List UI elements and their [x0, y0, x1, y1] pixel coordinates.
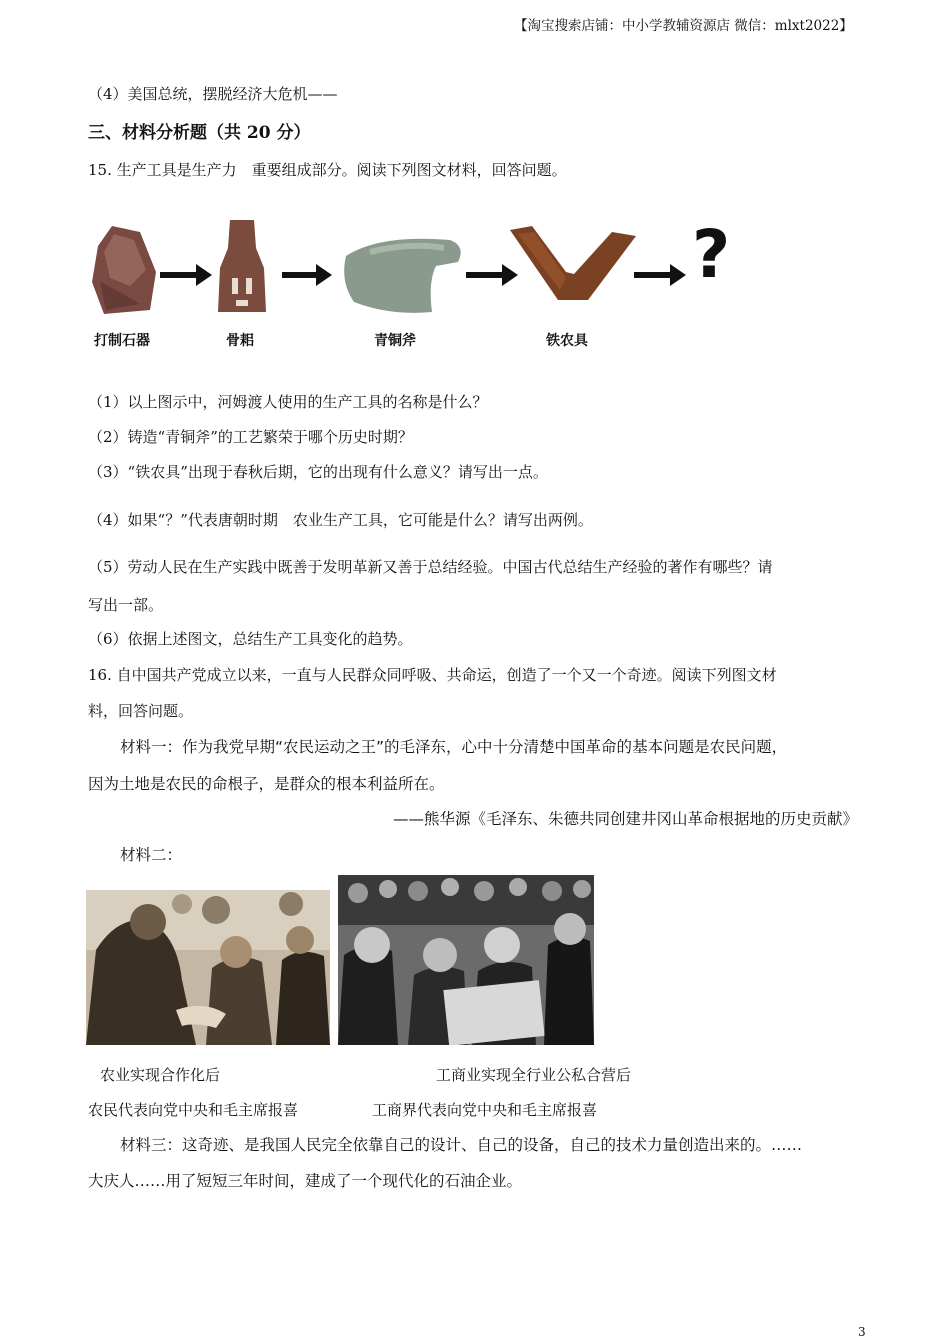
material-1-line-1: 材料一：作为我党早期“农民运动之王”的毛泽东，心中十分清楚中国革命的基本问题是农民问题，	[120, 738, 788, 756]
iron-tool-image	[508, 226, 638, 306]
caption-1-line-1: 农业实现合作化后	[100, 1066, 221, 1084]
tool-label-iron: 铁农具	[546, 333, 588, 349]
arrow-1-icon	[160, 264, 212, 286]
stone-tool-image	[90, 222, 158, 314]
material-1-line-2: 因为土地是农民的命根子，是群众的根本利益所在。	[88, 775, 445, 793]
material-2-title: 材料二：	[120, 846, 183, 864]
tool-label-bone: 骨耜	[226, 333, 254, 349]
q16-stem-line-2: 料，回答问题。	[88, 702, 194, 720]
q15-sub-4: （4）如果“？”代表唐朝时期 农业生产工具，它可能是什么？请写出两例。	[88, 511, 593, 529]
q15-sub-6: （6）依据上述图文，总结生产工具变化的趋势。	[88, 630, 413, 648]
photo-industry-commerce	[338, 875, 594, 1045]
question-mark: ?	[692, 216, 731, 293]
photo-agriculture-cooperation	[86, 890, 330, 1045]
caption-1-line-2: 农民代表向党中央和毛主席报喜	[88, 1101, 299, 1119]
q15-sub-3: （3）“铁农具”出现于春秋后期，它的出现有什么意义？请写出一点。	[88, 463, 548, 481]
caption-2-line-1: 工商业实现全行业公私合营后	[436, 1066, 632, 1084]
bone-tool-image	[216, 218, 268, 314]
q16-stem-line-1: 16. 自中国共产党成立以来，一直与人民群众同呼吸、共命运，创造了一个又一个奇迹。阅读下列图文材	[88, 666, 777, 684]
q15-stem: 15. 生产工具是生产力 重要组成部分。阅读下列图文材料，回答问题。	[88, 161, 567, 179]
page-number: 3	[858, 1325, 866, 1339]
q15-sub-5-line-1: （5）劳动人民在生产实践中既善于发明革新又善于总结经验。中国古代总结生产经验的著作有哪些？请	[88, 558, 773, 576]
tool-label-stone: 打制石器	[94, 333, 150, 349]
material-3-line-2: 大庆人……用了短短三年时间，建成了一个现代化的石油企业。	[88, 1172, 523, 1190]
material-3-line-1: 材料三：这奇迹、是我国人民完全依靠自己的设计、自己的设备，自己的技术力量创造出来的。……	[120, 1136, 803, 1154]
arrow-4-icon	[634, 264, 686, 286]
tool-label-bronze: 青铜斧	[374, 333, 416, 349]
page-header: 【淘宝搜索店铺：中小学教辅资源店 微信：mlxt2022】	[514, 18, 853, 34]
bronze-axe-image	[340, 232, 466, 316]
material-1-source: ——熊华源《毛泽东、朱德共同创建井冈山革命根据地的历史贡献》	[392, 810, 858, 828]
section-3-title: 三、材料分析题（共 20 分）	[88, 123, 311, 143]
q15-sub-2: （2）铸造“青铜斧”的工艺繁荣于哪个历史时期？	[88, 428, 413, 446]
q15-sub-5-line-2: 写出一部。	[88, 596, 164, 614]
arrow-3-icon	[466, 264, 518, 286]
arrow-2-icon	[282, 264, 332, 286]
q15-sub-1: （1）以上图示中，河姆渡人使用的生产工具的名称是什么？	[88, 393, 488, 411]
caption-2-line-2: 工商界代表向党中央和毛主席报喜	[372, 1101, 598, 1119]
tools-figure	[88, 214, 738, 354]
q14-item-4: （4）美国总统，摆脱经济大危机——	[88, 85, 338, 103]
